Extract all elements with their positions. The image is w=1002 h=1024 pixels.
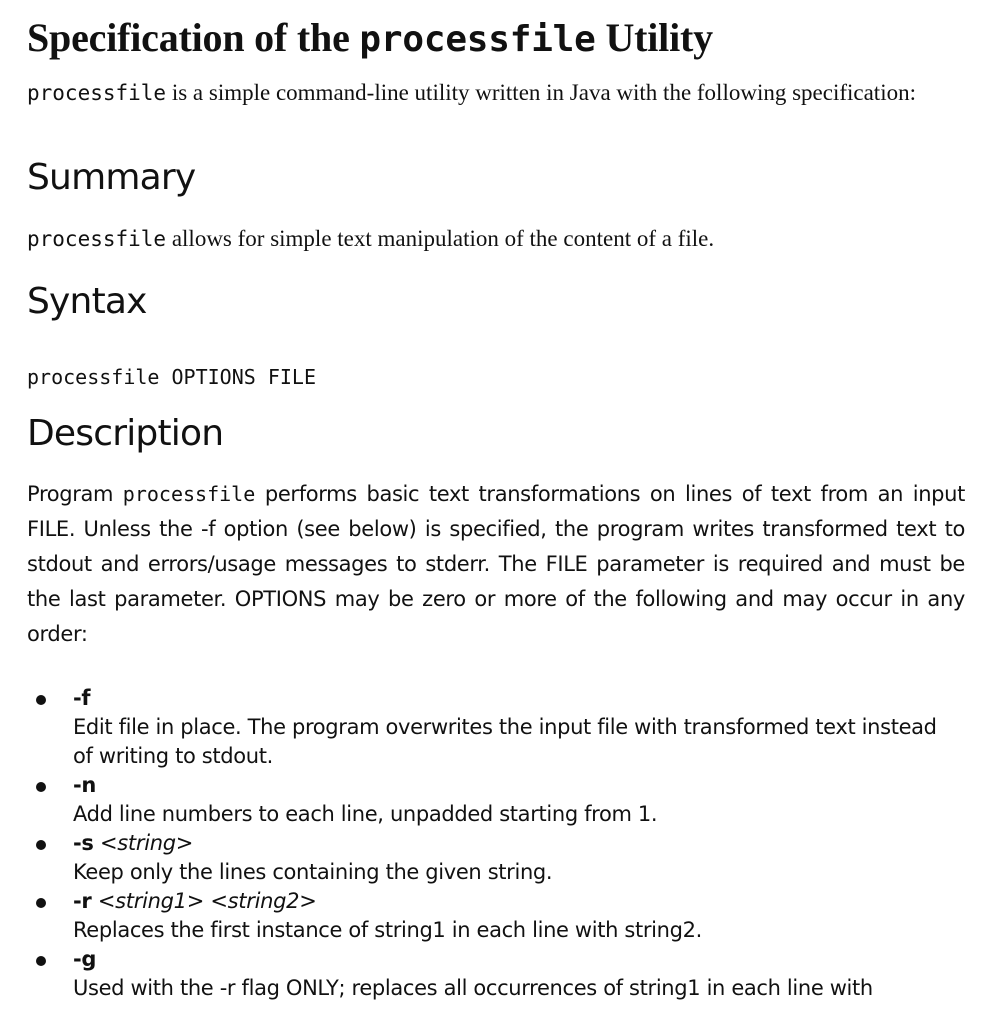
option-header: [73, 771, 953, 800]
option-item-s: [0, 829, 953, 887]
intro-paragraph: [27, 78, 967, 108]
page-title: [27, 12, 713, 66]
option-item-n: [0, 771, 953, 829]
option-header: [73, 945, 953, 974]
intro-code: processfile: [27, 81, 167, 105]
description-text-before: Program: [27, 482, 123, 506]
syntax-heading: Syntax: [27, 281, 147, 322]
page-title-text-after: Utility: [595, 15, 713, 60]
option-item-g: [0, 945, 953, 1003]
option-argument: <string1> <string2>: [91, 889, 317, 913]
bullet-icon: [36, 695, 46, 705]
description-heading: Description: [27, 413, 224, 454]
option-description: Replaces the first instance of string1 in each line with string2.: [73, 918, 702, 942]
option-flag: -s: [73, 831, 94, 855]
option-description: Keep only the lines containing the given string.: [73, 860, 553, 884]
syntax-args: OPTIONS FILE: [159, 365, 316, 389]
summary-code: processfile: [27, 227, 167, 251]
option-description: Add line numbers to each line, unpadded starting from 1.: [73, 802, 658, 826]
option-item-f: [0, 684, 953, 771]
option-flag: -g: [73, 947, 97, 971]
option-flag: -f: [73, 686, 91, 710]
description-paragraph: [27, 477, 965, 652]
option-flag: -n: [73, 773, 97, 797]
description-text: performs basic text transformations on lines of text from an input FILE. Unless the -f option (see below) is specified, the program writes transformed text to stdout and errors/usage messages to stderr. The FILE parameter is required and must be the last parameter. OPTIONS may be zero or more of the following and may occur in any order:: [27, 482, 965, 646]
syntax-line: [27, 363, 316, 391]
summary-heading: Summary: [27, 157, 196, 198]
page-title-code: processfile: [359, 19, 596, 60]
option-header: [73, 829, 953, 858]
option-description: Edit file in place. The program overwrites the input file with transformed text instead of writing to stdout.: [73, 715, 937, 768]
option-argument: <string>: [93, 831, 194, 855]
syntax-code: processfile: [27, 365, 160, 389]
intro-text: is a simple command-line utility written in Java with the following specification:: [166, 80, 916, 105]
bullet-icon: [36, 956, 46, 966]
page-title-text-before: Specification of the: [27, 15, 360, 60]
description-code: processfile: [122, 482, 256, 506]
option-header: [73, 887, 953, 916]
option-item-r: [0, 887, 953, 945]
option-description: Used with the -r flag ONLY; replaces all occurrences of string1 in each line with: [73, 976, 873, 1000]
option-header: [73, 684, 953, 713]
summary-text: allows for simple text manipulation of the content of a file.: [166, 226, 715, 251]
options-list: [0, 684, 1002, 1003]
option-flag: -r: [73, 889, 92, 913]
bullet-icon: [36, 782, 46, 792]
summary-paragraph: [27, 224, 714, 254]
bullet-icon: [36, 840, 46, 850]
bullet-icon: [36, 898, 46, 908]
